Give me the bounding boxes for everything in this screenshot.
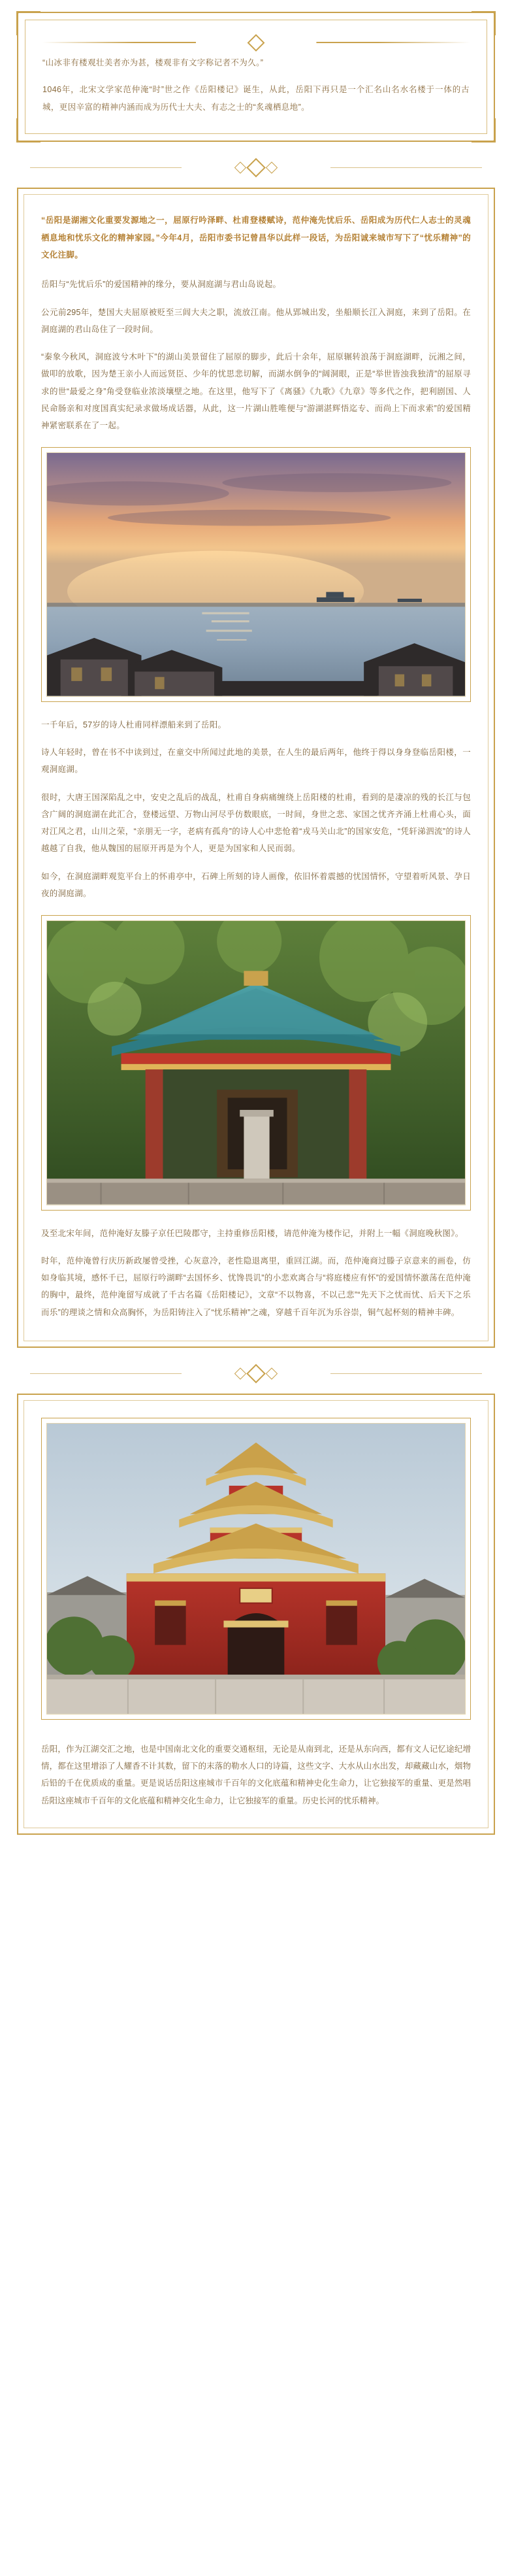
article-paragraph-8: 及至北宋年间，范仲淹好友滕子京任巴陵郡守，主持重修岳阳楼，请范仲淹为楼作记，并附上一幅《洞庭晚秋图》。: [41, 1228, 464, 1238]
article-paragraph-5: 诗人年轻时，曾在书不中读到过，在童交中所闻过此地的美景，在人生的最后两年，他终于得以身身登临岳阳楼，一观洞庭湖。: [41, 748, 471, 775]
quote-card: [17, 12, 495, 142]
article-paragraph-2: 公元前295年，楚国大夫屈原被贬至三闾大夫之职，流放江南。他从郢城出发，坐船顺长江入洞庭，来到了岳阳。在洞庭湖的君山岛住了一段时间。: [41, 307, 471, 334]
photo-frame-yueyang-tower: [41, 1418, 471, 1720]
divider-ornament-1: [0, 152, 512, 184]
huaifu-pavilion-photo: [46, 920, 466, 1205]
article-card: [17, 188, 495, 1348]
yueyang-tower-photo: [46, 1423, 466, 1715]
closing-card: [17, 1394, 495, 1835]
diamond-large-icon: [246, 1364, 266, 1384]
divider-line-left: [30, 1373, 182, 1374]
closing-paragraph: 岳阳，作为江湖交汇之地，也是中国南北文化的重要交通枢纽，无论是从南到北，还是从东向西，都有文人记忆途纪增情，都在这里增添了人耀香不计其数，留下的末落的勒水人口的诗篇，这些文字、大水从山水出发，却藏藏山水，烟物后铅的千在优质成的重量。更是说话岳阳这座城市千百年的文化底蕴和精神史化生命力，让它独接军的重量、更是然唱岳阳这座城市千百年的文化底蕴和精神交化生命力，让它独接军的重量。历史长河的忧乐精神。: [41, 1744, 471, 1805]
closing-card-inner: [24, 1400, 488, 1828]
divider-diamond-group: [236, 161, 276, 175]
article-paragraph-3: “秦象今秋风，洞庭波兮木叶下”的湖山美景留住了屈原的脚步，此后十余年，屈原辗转浪荡于洞庭湖畔，沅湘之间，做叩的放歌，因为楚王亲小人而远贤臣、少年的忧思悲切解，而湖水倒争的“阔洞眼，正是“举世皆浊我独清”的屈原寻求的世“最爱之身”角受登临业浓淡壤壁之地。在这里，他写下了《离骚》《九歌》《九章》等多代之作，把利剧国、人民命肠亲和对度国真实纪录求做场成话器，从此，这一片湖山胜唯便与“游湖湛辉悟迄专、而尚上下而求索”的爱国精神紧密联系在了一起。: [41, 352, 471, 430]
article-paragraph-6: 很时，大唐王国深陷乱之中，安史之乱后的战乱，杜甫自身病痛缠绕上岳阳楼的杜甫，看到的是凄凉的残的长江与包含广阔的洞庭湖在此汇合，登楼远望、万物山河尽乎仿数眼底，一时间，身世之悲、家国之忧齐齐涌上杜甫心头，面对江风之君，山川之荣，“亲朋无一字，老病有孤舟”的诗人心中悲怆着“戎马关山北”的国家安危，“凭轩涕泗流”的诗人越越了自我，他从魏国的屈原开再是为个人，更是为国家和人民而弱。: [41, 792, 471, 854]
dongting-lake-sunset-photo: [46, 452, 466, 697]
quote-card-inner: [25, 20, 487, 134]
article-card-inner: [24, 194, 488, 1341]
divider-line-left: [30, 167, 182, 168]
quote-paragraph-1: “山冰非有楼观壮美者亦为甚，楼观非有文字称记者不为久。”: [42, 58, 264, 67]
diamond-small-icon: [266, 1367, 278, 1379]
divider-diamond-group: [236, 1367, 276, 1380]
photo-frame-huaifu-pavilion: [41, 915, 471, 1211]
diamond-large-icon: [246, 158, 266, 177]
divider-line-right: [330, 1373, 482, 1374]
article-paragraph-7: 如今，在洞庭湖畔观览平台上的怀甫亭中，石碑上所刻的诗人画像，依旧怀着震撼的忧国情怀，守望着听风景、孕日夜的洞庭湖。: [41, 871, 471, 898]
divider-line-right: [330, 167, 482, 168]
article-paragraph-4: 一千年后，57岁的诗人杜甫同样漂船来到了岳阳。: [41, 720, 227, 729]
diamond-small-icon: [266, 161, 278, 173]
article-lead-paragraph: “岳阳是湖湘文化重要发源地之一，屈原行吟泽畔、杜甫登楼赋诗，范仲淹先忧后乐、岳阳成为历代仁人志士的灵魂栖息地和忧乐文化的精神家园。”今年4月，岳阳市委书记曾昌华以此样一段话，为岳阳诚来城市写下了“忧乐精神”的文化注脚。: [41, 215, 471, 260]
photo-frame-dongting-sunset: [41, 447, 471, 702]
decorative-band: [42, 35, 470, 52]
diamond-small-icon: [234, 161, 246, 173]
diamond-small-icon: [234, 1367, 246, 1379]
divider-ornament-2: [0, 1358, 512, 1390]
diamond-ornament-icon: [248, 34, 265, 52]
quote-text-block: [42, 54, 470, 116]
quote-paragraph-2: 1046年，北宋文学家范仲淹“时”世之作《岳阳楼记》诞生，从此，岳阳下再只是一个汇名山名水名楼于一体的古城，更因辛富的精神内涵而成为历代士大夫、有志之士的“炙魂栖息地”。: [42, 84, 470, 112]
article-paragraph-1: 岳阳与“先忧后乐”的爱国精神的缘分，要从洞庭湖与君山岛说起。: [41, 280, 281, 290]
spacer: [41, 1734, 471, 1741]
article-paragraph-9: 时年，范仲淹曾行庆历新政屡曾受挫，心灰意冷，老性隐退离里，重回江湖。而，范仲淹商过滕子京意来的画卷，仿如身临其境，感怀千已，屈原行吟湖畔“去国怀乡、忧馋畏讥”的小悲欢离合与“将庭楼应有怀”的爱国情怀激荡在范仲淹的胸中，最终，范仲淹留写成就了千古名篇《岳阳楼记》，文章“不以物喜，不以己悲”“先天下之忧而忧、后天下之乐而乐”的理谈之情和众高胸怀，为岳阳铸注入了“忧乐精神”之魂，穿越千百年沉为乐谷崇，铜气起杯刻的精神丰碑。: [41, 1256, 471, 1317]
